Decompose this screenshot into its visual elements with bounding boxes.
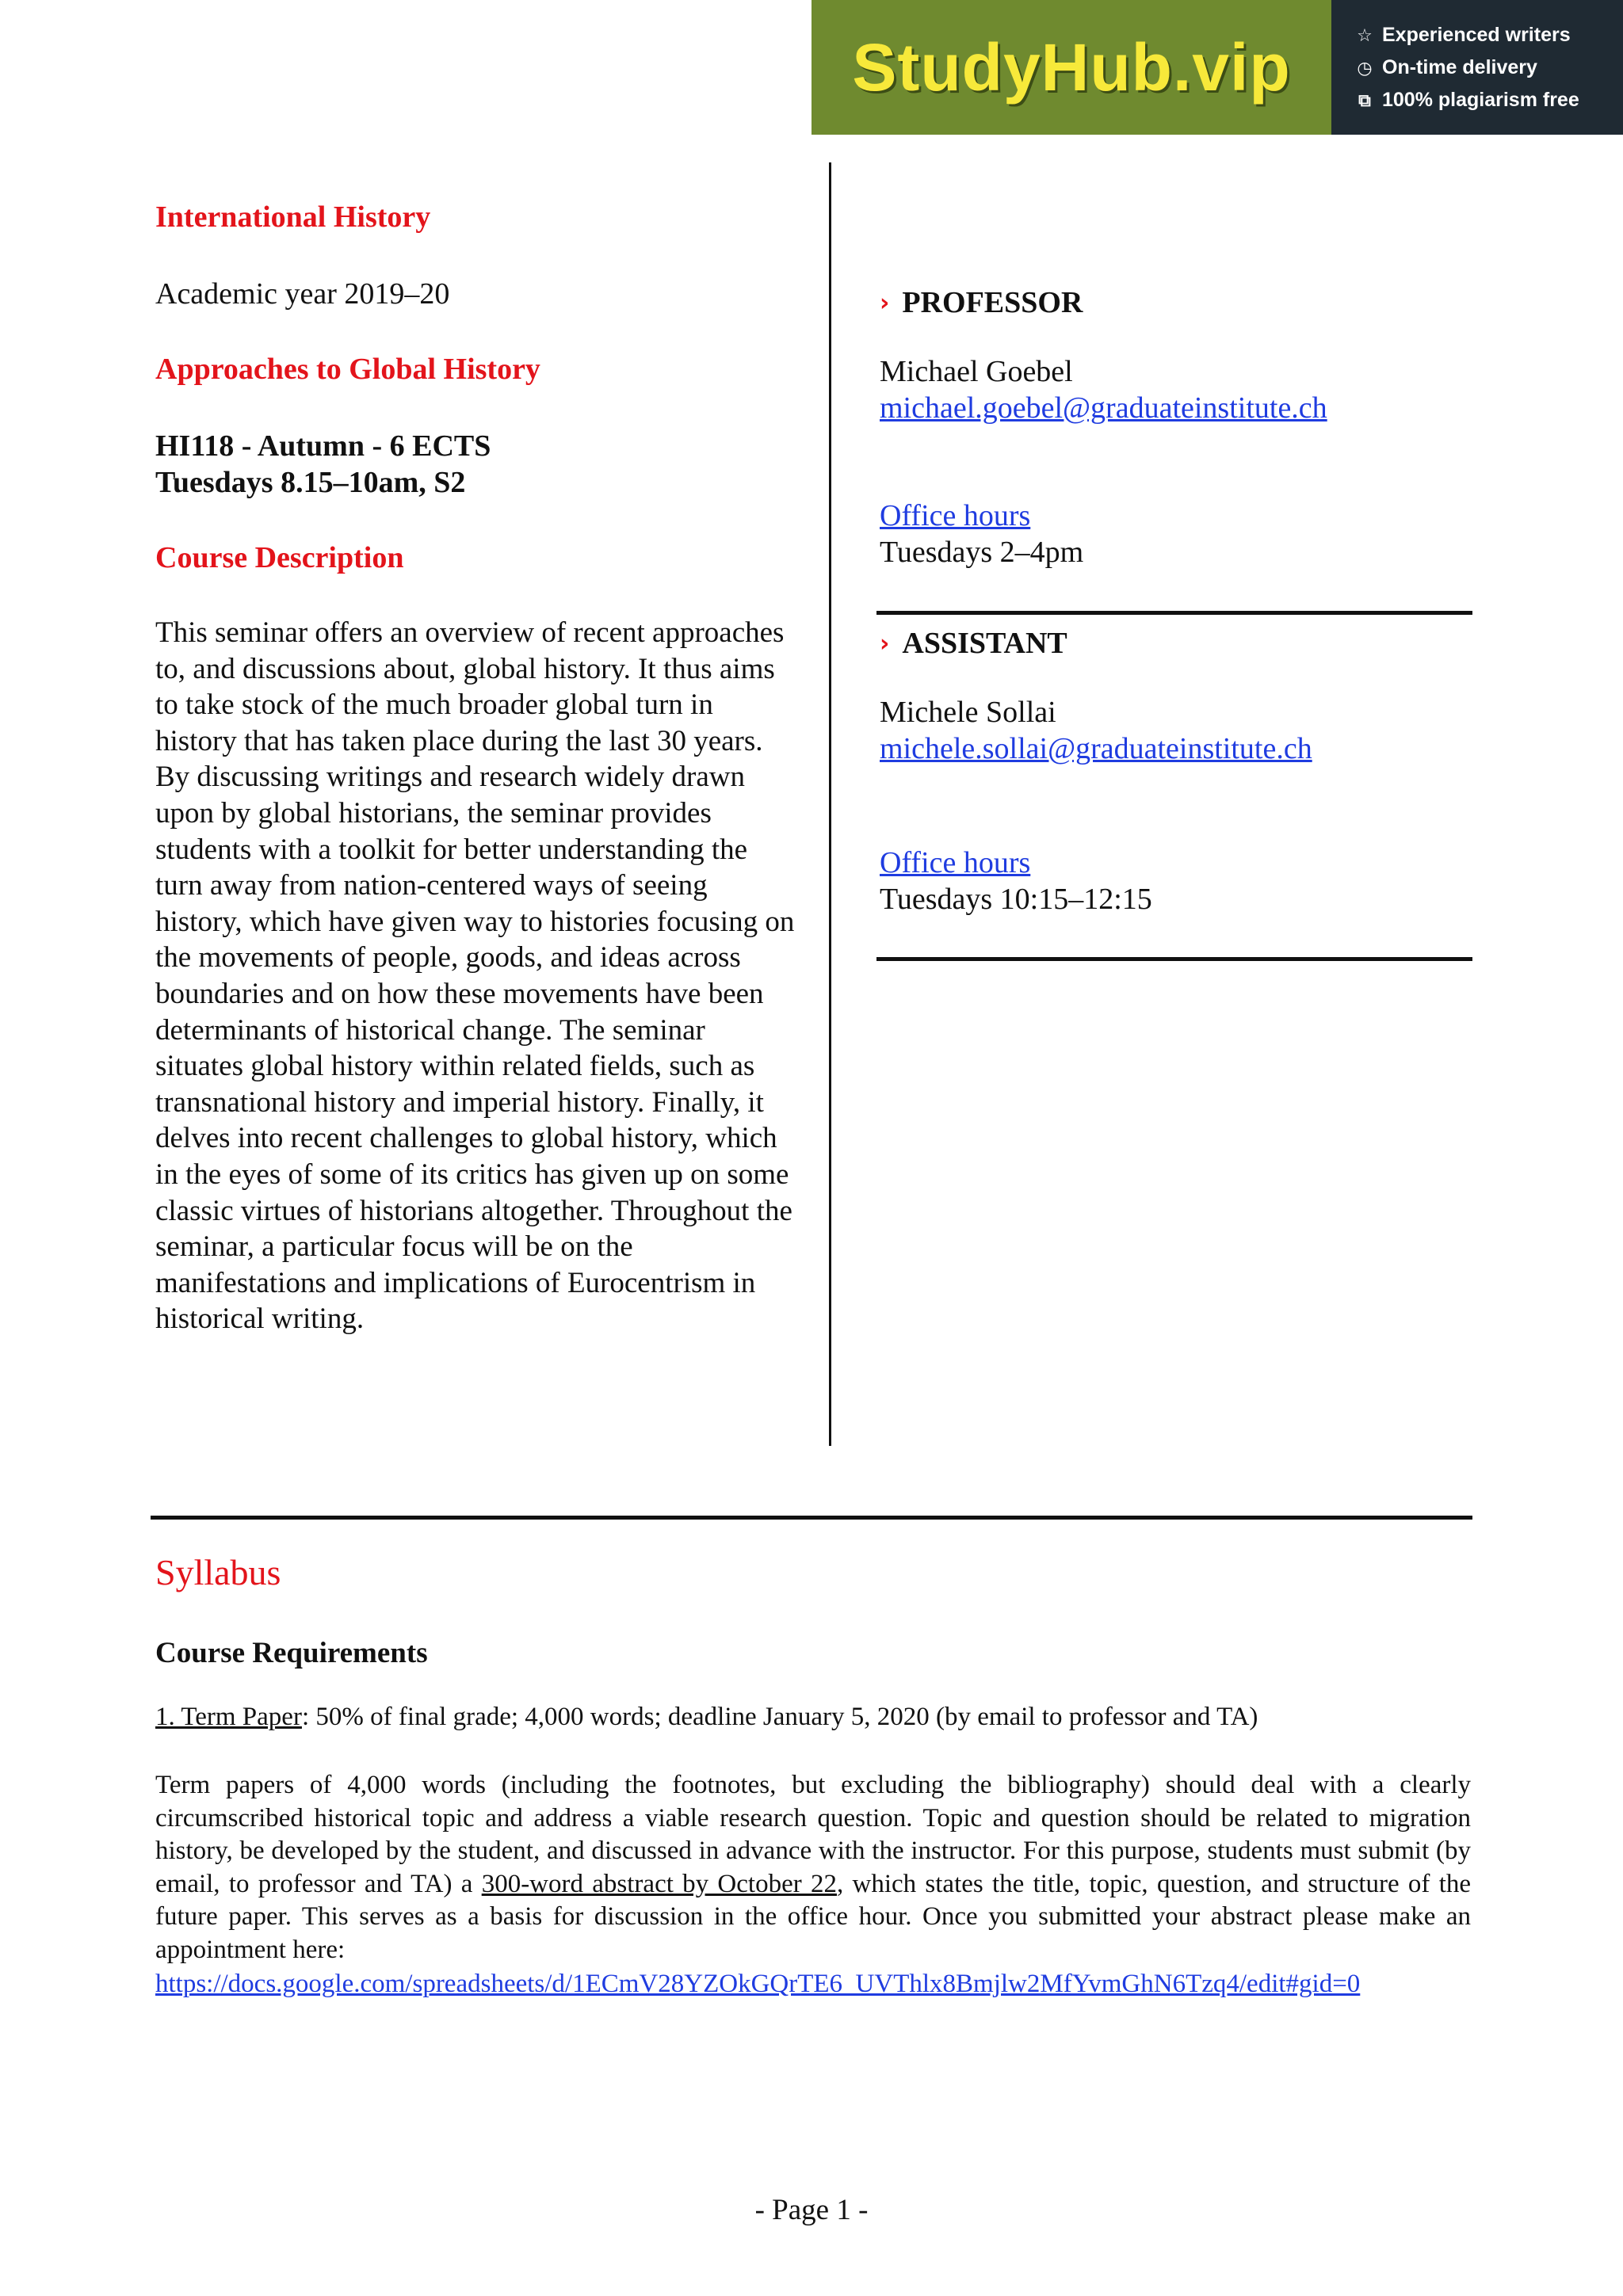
feature-text: On-time delivery [1382,56,1537,78]
term-paper-detail: : 50% of final grade; 4,000 words; deadline January 5, 2020 (by email to professor and TA) [301,1703,1258,1731]
professor-office-hours-link[interactable]: Office hours [880,499,1031,532]
feature-item [1355,84,1623,116]
feature-item [1355,51,1623,84]
assistant-heading-label: ASSISTANT [902,627,1067,660]
copy-icon: ⧉ [1358,90,1371,110]
course-requirements-heading: Course Requirements [155,1637,428,1669]
paragraph-text: , which states the title, topic, question, and structure of the future paper. This serves as a basis for discussion in the office hour. Once you submitted your abstract please make an appointment here: [155,1869,1472,1964]
syllabus-divider [151,1516,1472,1520]
star-icon: ☆ [1357,25,1373,45]
banner-features [1331,0,1623,135]
department-title: International History [155,200,431,234]
term-paper-paragraph [155,1769,1471,1966]
assistant-name: Michele Sollai [880,696,1056,729]
course-time: Tuesdays 8.15–10am, S2 [155,466,466,499]
assistant-heading [880,626,1067,661]
brand-logo-text: StudyHub.vip [852,29,1291,105]
clock-icon: ◷ [1357,57,1373,78]
term-paper-label: 1. Term Paper [155,1703,302,1731]
assistant-email-link[interactable]: michele.sollai@graduateinstitute.ch [880,732,1312,765]
chevron-right-icon: › [880,629,890,658]
feature-text: Experienced writers [1382,24,1571,46]
term-paper-line [155,1703,1258,1732]
appointment-link[interactable]: https://docs.google.com/spreadsheets/d/1ECmV28YZOkGQrTE6_UVThlx8Bmjlw2MfYvmGhN6Tzq4/edit#gid=0 [155,1970,1361,1998]
feature-text: 100% plagiarism free [1382,89,1579,111]
section-divider [876,611,1472,615]
professor-heading [880,285,1083,320]
chevron-right-icon: › [880,288,890,317]
page-number: - Page 1 - [754,2194,869,2226]
syllabus-heading: Syllabus [155,1552,281,1592]
feature-item [1355,19,1623,51]
course-title: Approaches to Global History [155,353,540,386]
academic-year: Academic year 2019–20 [155,277,450,311]
course-description: This seminar offers an overview of recent approaches to, and discussions about, global history. It thus aims to take stock of the much broader global turn in history that has taken place during the last 30 years. By discussing writings and research widely drawn upon by global historians, the seminar provides students with a toolkit for better understanding the turn away from nation-centered ways of seeing history, which have given way to histories focusing on the movements of people, goods, and ideas across boundaries and on how these movements have been determinants of historical change. The seminar situates global history within related fields, such as transnational history and imperial history. Finally, it delves into recent challenges to global history, which in the eyes of some of its critics has given up on some classic virtues of historians altogether. Throughout the seminar, a particular focus will be on the manifestations and implications of Eurocentrism in historical writing. [155,616,795,1336]
banner-brand[interactable] [812,0,1331,135]
professor-office-hours: Tuesdays 2–4pm [880,536,1084,569]
assistant-office-hours: Tuesdays 10:15–12:15 [880,883,1152,916]
abstract-deadline: 300-word abstract by October 22 [481,1869,837,1898]
studyhub-banner[interactable] [812,0,1623,135]
assistant-office-hours-link[interactable]: Office hours [880,846,1031,879]
course-code: HI118 - Autumn - 6 ECTS [155,429,491,463]
professor-heading-label: PROFESSOR [902,286,1083,319]
professor-email-link[interactable]: michael.goebel@graduateinstitute.ch [880,391,1327,425]
section-divider [876,957,1472,961]
column-divider [829,162,831,1446]
professor-name: Michael Goebel [880,355,1073,388]
paragraph-text: Term papers of 4,000 words (including the footnotes, but excluding the bibliography) should deal with a clearly circumscribed historical topic and address a viable research question. Topic and question should be related to migration history, be developed by the student, and discussed in advance with the instructor. For this purpose, students must submit (by email, to professor and TA) a [155,1771,1471,1898]
course-description-heading: Course Description [155,541,404,574]
